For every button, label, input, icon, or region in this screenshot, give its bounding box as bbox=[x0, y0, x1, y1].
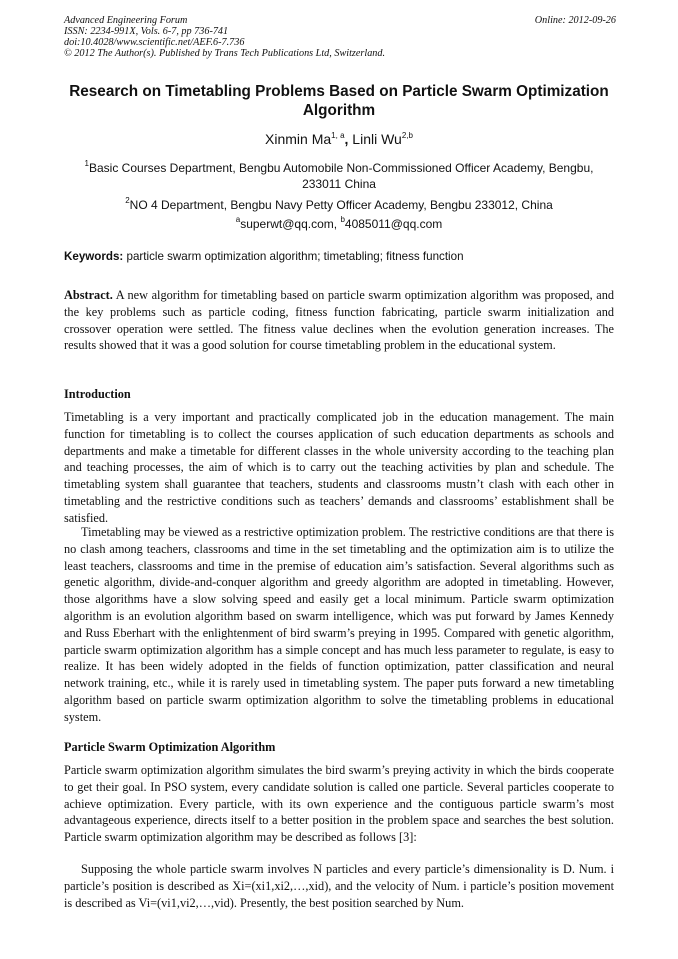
author-superscript: 1, a bbox=[331, 131, 345, 140]
copyright-line: © 2012 The Author(s). Published by Trans Tech Publications Ltd, Switzerland. bbox=[64, 48, 386, 59]
affiliation-superscript: 2 bbox=[125, 196, 130, 205]
body-paragraph bbox=[64, 861, 614, 911]
paragraph-text: Timetabling is a very important and practically complicated job in the education management. The main function for timetabling is to collect the courses application of such education departments as schools and departments and make a timetable for different classes in the whole university according to the teaching plan and teaching processes, the aim of which is to carry out the teaching activities by plan and schedule. The timetabling system shall guarantee that teachers, students and classrooms mustn’t clash with each other in timetabling and the restrictive conditions such as teachers’ demands and classrooms’ establishment shall be satisfied. bbox=[64, 410, 614, 525]
journal-header bbox=[64, 15, 385, 59]
author-separator: , bbox=[344, 131, 349, 147]
abstract bbox=[64, 287, 614, 354]
author-name: Xinmin Ma bbox=[265, 131, 332, 147]
keywords-text: particle swarm optimization algorithm; timetabling; fitness function bbox=[126, 250, 464, 263]
doi-line: doi:10.4028/www.scientific.net/AEF.6-7.736 bbox=[64, 37, 245, 48]
online-date: Online: 2012-09-26 bbox=[534, 15, 616, 26]
affiliation bbox=[64, 156, 614, 192]
issn-line: ISSN: 2234-991X, Vols. 6-7, pp 736-741 bbox=[64, 26, 229, 37]
journal-name: Advanced Engineering Forum bbox=[64, 15, 188, 26]
affiliation bbox=[64, 193, 614, 213]
affiliation-text: NO 4 Department, Bengbu Navy Petty Officer Academy, Bengbu 233012, China bbox=[129, 198, 553, 212]
paragraph-text: Timetabling may be viewed as a restrictive optimization problem. The restrictive conditions are that there is no clash among teachers, classrooms and time in the set timetabling and the optimization aim is to utilize the least teachers, classrooms and time in the premise of education aim’s satisfaction. Several algorithms such as genetic algorithm, divide-and-conquer algorithm and greedy algorithm are adopted in timetabling. However, those algorithms have a slow solving speed and easily get a local minimum. Particle swarm optimization algorithm is an evolution algorithm based on swarm intelligence, which was put forward by James Kennedy and Russ Eberhart with the enlightenment of bird swarm’s preying in 1995. Compared with genetic algorithm, particle swarm optimization algorithm has a simple concept and has much less parameter to regulate, is easy to realize. It has been widely adopted in the fields of function optimization, patter classification and neural network training, etc., while it is rarely used in timetabling system. The paper puts forward a new timetabling algorithm based on particle swarm optimization algorithm to solve the timetabling problems in educational system. bbox=[64, 525, 614, 724]
keywords-line bbox=[64, 250, 614, 263]
body-paragraph bbox=[64, 409, 614, 527]
paragraph-text: Particle swarm optimization algorithm simulates the bird swarm’s preying activity in which the birds cooperate to get their goal. In PSO system, every candidate solution is called one particle. Several particles cooperate to achieve optimization. Every particle, with its own experience and the contiguous particle swarm’s most advantageous experience, directs itself to a better position in the problem space and searches the best solution. Particle swarm optimization algorithm may be described as follows [3]: bbox=[64, 763, 614, 845]
abstract-text: A new algorithm for timetabling based on particle swarm optimization algorithm was proposed, and the key problems such as particle coding, fitness function fabricating, particle swarm initialization and crossover operation were settled. The fitness value declines when the evolution generation increases. The results showed that it was a good solution for course timetabling problem in the educational system. bbox=[64, 288, 614, 353]
body-paragraph bbox=[64, 762, 614, 846]
email-address[interactable]: 4085011@qq.com bbox=[344, 217, 443, 231]
affiliation-superscript: 1 bbox=[84, 159, 89, 168]
paragraph-text: Supposing the whole particle swarm involves N particles and every particle’s dimensionality is D. Num. i particle’s position is described as Xi=(xi1,xi2,…,xid), and the velocity of Num. i particle’s position movement is described as Vi=(vi1,vi2,…,vid). Presently, the best position searched by Num. bbox=[64, 862, 614, 910]
section-heading-introduction: Introduction bbox=[64, 387, 131, 401]
paper-title: Research on Timetabling Problems Based on Particle Swarm Optimization Algorithm bbox=[69, 83, 609, 119]
author-superscript: 2,b bbox=[401, 131, 413, 140]
section-heading-pso: Particle Swarm Optimization Algorithm bbox=[64, 740, 276, 754]
author-name: Linli Wu bbox=[352, 131, 402, 147]
affiliation-text: Basic Courses Department, Bengbu Automobile Non-Commissioned Officer Academy, Bengbu, 233011 China bbox=[88, 161, 594, 191]
author-line bbox=[64, 131, 614, 147]
email-superscript: a bbox=[235, 215, 241, 224]
keywords-label: Keywords: bbox=[64, 250, 124, 263]
body-paragraph bbox=[64, 524, 614, 726]
email-address[interactable]: superwt@qq.com, bbox=[240, 217, 338, 231]
abstract-label: Abstract. bbox=[64, 288, 113, 302]
email-line bbox=[64, 215, 614, 231]
email-superscript: b bbox=[340, 215, 345, 224]
